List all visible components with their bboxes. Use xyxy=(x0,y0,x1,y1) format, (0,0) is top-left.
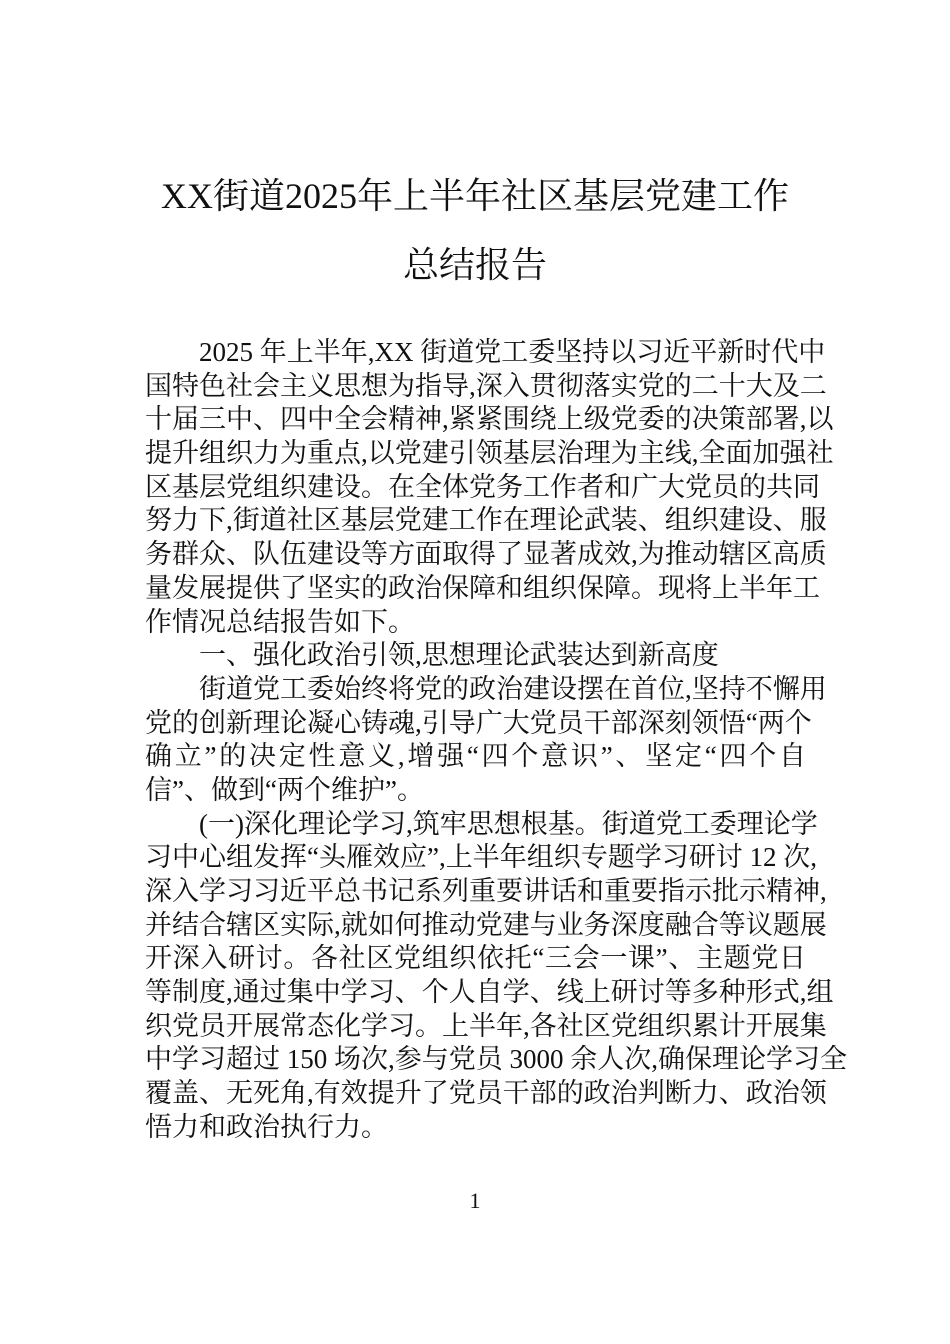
text-line: 深入学习习近平总书记系列重要讲话和重要指示批示精神, xyxy=(145,876,827,906)
text-line: 一、强化政治引领,思想理论武装达到新高度 xyxy=(199,640,719,671)
text-line: 覆盖、无死角,有效提升了党员干部的政治判断力、政治领 xyxy=(145,1078,827,1109)
text-line: 区基层党组织建设。在全体党务工作者和广大党员的共同 xyxy=(145,471,820,502)
text-line: 十届三中、四中全会精神,紧紧围绕上级党委的决策部署,以 xyxy=(145,404,834,435)
text-line: 量发展提供了坚实的政治保障和组织保障。现将上半年工 xyxy=(145,572,820,603)
text-line: 确立”的决定性意义,增强“四个意识”、坚定“四个自 xyxy=(145,741,806,772)
document-title-line-1: XX街道2025年上半年社区基层党建工作 xyxy=(161,176,789,216)
subsection-paragraph xyxy=(145,808,847,1145)
intro-paragraph xyxy=(145,336,834,639)
text-line: 等制度,通过集中学习、个人自学、线上研讨等多种形式,组 xyxy=(145,977,834,1008)
document-body xyxy=(145,336,847,1145)
text-line: 提升组织力为重点,以党建引领基层治理为主线,全面加强社 xyxy=(145,438,834,469)
text-line: (一)深化理论学习,筑牢思想根基。街道党工委理论学 xyxy=(199,808,818,839)
text-line: 务群众、队伍建设等方面取得了显著成效,为推动辖区高质 xyxy=(145,539,827,570)
text-line: 中学习超过 150 场次,参与党员 3000 余人次,确保理论学习全 xyxy=(145,1044,847,1075)
text-line: 国特色社会主义思想为指导,深入贯彻落实党的二十大及二 xyxy=(145,370,827,401)
text-line: 2025 年上半年,XX 街道党工委坚持以习近平新时代中 xyxy=(199,337,826,367)
section-heading xyxy=(145,639,806,673)
text-line: 信”、做到“两个维护”。 xyxy=(145,774,424,805)
document-title-line-2: 总结报告 xyxy=(402,245,547,285)
text-line: 党的创新理论凝心铸魂,引导广大党员干部深刻领悟“两个 xyxy=(145,707,812,738)
text-line: 织党员开展常态化学习。上半年,各社区党组织累计开展集 xyxy=(145,1010,827,1041)
section-intro-paragraph xyxy=(145,673,827,808)
text-line: 并结合辖区实际,就如何推动党建与业务深度融合等议题展 xyxy=(145,909,827,940)
text-line: 悟力和政治执行力。 xyxy=(145,1111,388,1142)
page-number: 1 xyxy=(469,1188,481,1213)
text-line: 努力下,街道社区基层党建工作在理论武装、组织建设、服 xyxy=(145,505,827,536)
text-line: 习中心组发挥“头雁效应”,上半年组织专题学习研讨 12 次, xyxy=(145,842,817,873)
text-line: 作情况总结报告如下。 xyxy=(145,606,415,637)
text-line: 开深入研讨。各社区党组织依托“三会一课”、主题党日 xyxy=(145,943,806,974)
text-line: 街道党工委始终将党的政治建设摆在首位,坚持不懈用 xyxy=(199,673,827,704)
